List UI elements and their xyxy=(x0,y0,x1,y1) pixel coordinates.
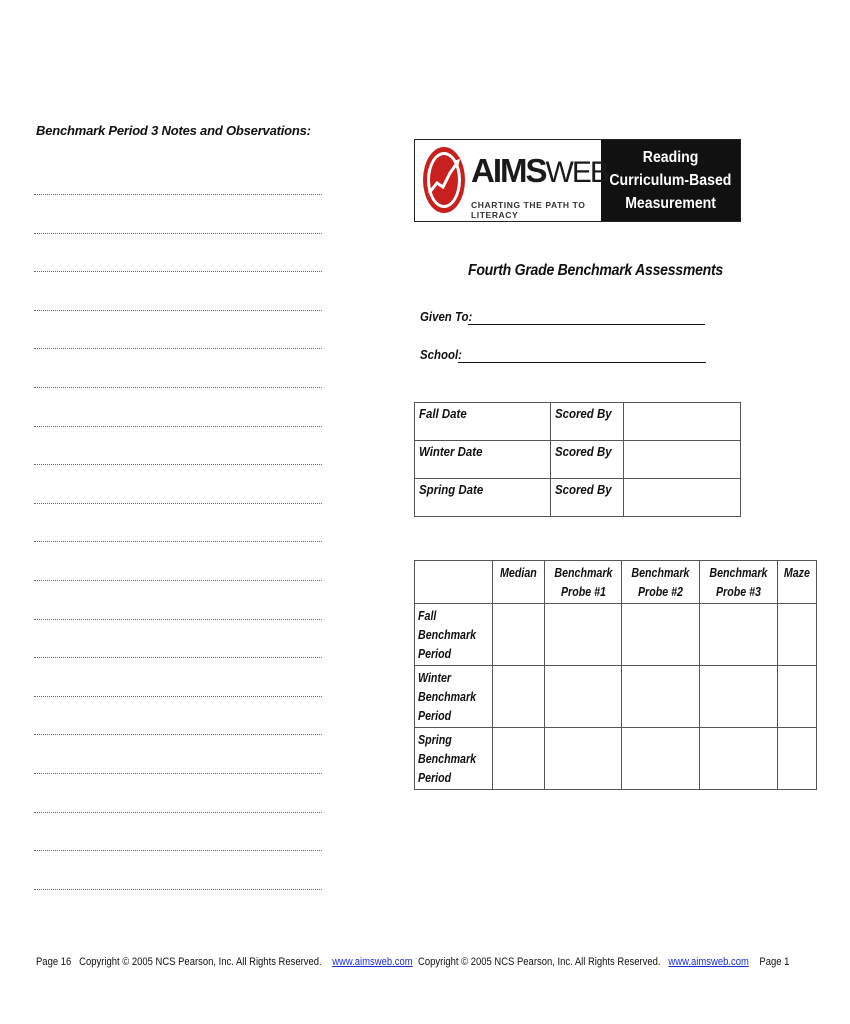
scored-by-label: Scored By xyxy=(551,403,624,441)
note-line[interactable] xyxy=(34,773,322,774)
score-cell[interactable] xyxy=(622,604,700,666)
scores-table xyxy=(414,560,817,790)
score-cell[interactable] xyxy=(700,604,778,666)
right-footer-page: Page 1 xyxy=(759,956,790,968)
note-line[interactable] xyxy=(34,194,322,195)
right-footer xyxy=(418,956,850,968)
note-line[interactable] xyxy=(34,271,322,272)
aimsweb-logo xyxy=(414,139,741,222)
score-cell[interactable] xyxy=(492,666,544,728)
left-footer xyxy=(36,956,474,968)
note-line[interactable] xyxy=(34,619,322,620)
score-cell[interactable] xyxy=(622,666,700,728)
note-line[interactable] xyxy=(34,387,322,388)
scores-header-blank xyxy=(415,561,493,604)
logo-label-line3: Measurement xyxy=(625,195,717,212)
row-label: Spring Benchmark Period xyxy=(415,728,493,790)
logo-tagline: CHARTING THE PATH TO LITERACY xyxy=(471,200,586,220)
scored-by-field[interactable] xyxy=(624,403,741,441)
logo-brand-area xyxy=(415,140,621,221)
left-footer-page: Page 16 xyxy=(36,956,72,968)
date-label: Winter Date xyxy=(415,441,551,479)
document-title xyxy=(468,262,758,280)
header-probe-1: Benchmark Probe #1 xyxy=(544,561,622,604)
note-line[interactable] xyxy=(34,310,322,311)
score-cell[interactable] xyxy=(778,728,817,790)
date-label: Fall Date xyxy=(415,403,551,441)
logo-wordmark-light: WEB xyxy=(545,156,608,189)
logo-chart-icon xyxy=(423,147,465,213)
score-cell[interactable] xyxy=(492,604,544,666)
note-line[interactable] xyxy=(34,734,322,735)
note-line[interactable] xyxy=(34,348,322,349)
scores-row-spring xyxy=(415,728,817,790)
note-line[interactable] xyxy=(34,541,322,542)
score-cell[interactable] xyxy=(700,666,778,728)
given-to-field[interactable] xyxy=(468,324,705,325)
notes-title: Benchmark Period 3 Notes and Observations: xyxy=(36,123,311,138)
scores-header-row xyxy=(415,561,817,604)
school-label xyxy=(420,347,468,362)
header-median: Median xyxy=(492,561,544,604)
dates-table xyxy=(414,402,741,517)
note-line[interactable] xyxy=(34,233,322,234)
scored-by-field[interactable] xyxy=(624,479,741,517)
logo-label-line2: Curriculum-Based xyxy=(609,172,732,189)
scored-by-field[interactable] xyxy=(624,441,741,479)
scored-by-label: Scored By xyxy=(551,479,624,517)
scores-row-fall xyxy=(415,604,817,666)
logo-label-panel xyxy=(601,140,740,221)
scored-by-label: Scored By xyxy=(551,441,624,479)
logo-wordmark xyxy=(471,152,608,190)
document-title-text: Fourth Grade Benchmark Assessments xyxy=(468,262,723,279)
note-line[interactable] xyxy=(34,426,322,427)
dates-row-winter xyxy=(415,441,741,479)
header-probe-2: Benchmark Probe #2 xyxy=(622,561,700,604)
logo-wordmark-bold: AIMS xyxy=(471,152,546,189)
date-label: Spring Date xyxy=(415,479,551,517)
score-cell[interactable] xyxy=(544,728,622,790)
scores-row-winter xyxy=(415,666,817,728)
dates-row-fall xyxy=(415,403,741,441)
score-cell[interactable] xyxy=(544,604,622,666)
given-to-label xyxy=(420,309,479,324)
note-line[interactable] xyxy=(34,696,322,697)
note-line[interactable] xyxy=(34,464,322,465)
right-footer-link[interactable]: www.aimsweb.com xyxy=(668,956,749,968)
score-cell[interactable] xyxy=(778,604,817,666)
score-cell[interactable] xyxy=(492,728,544,790)
given-to-label-text: Given To: xyxy=(420,309,473,324)
note-line[interactable] xyxy=(34,850,322,851)
score-cell[interactable] xyxy=(700,728,778,790)
note-line[interactable] xyxy=(34,889,322,890)
dates-row-spring xyxy=(415,479,741,517)
school-field[interactable] xyxy=(458,362,706,363)
left-footer-copyright: Copyright © 2005 NCS Pearson, Inc. All Rights Reserved. xyxy=(79,956,322,968)
score-cell[interactable] xyxy=(778,666,817,728)
row-label: Fall Benchmark Period xyxy=(415,604,493,666)
header-probe-3: Benchmark Probe #3 xyxy=(700,561,778,604)
school-label-text: School: xyxy=(420,347,462,362)
header-maze: Maze xyxy=(778,561,817,604)
note-line[interactable] xyxy=(34,503,322,504)
left-footer-link[interactable]: www.aimsweb.com xyxy=(332,956,413,968)
right-footer-copyright: Copyright © 2005 NCS Pearson, Inc. All Rights Reserved. xyxy=(418,956,661,968)
note-line[interactable] xyxy=(34,812,322,813)
score-cell[interactable] xyxy=(544,666,622,728)
score-cell[interactable] xyxy=(622,728,700,790)
row-label: Winter Benchmark Period xyxy=(415,666,493,728)
note-line[interactable] xyxy=(34,657,322,658)
logo-label-line1: Reading xyxy=(642,149,699,166)
note-line[interactable] xyxy=(34,580,322,581)
logo-registered-mark: ® xyxy=(615,147,621,154)
